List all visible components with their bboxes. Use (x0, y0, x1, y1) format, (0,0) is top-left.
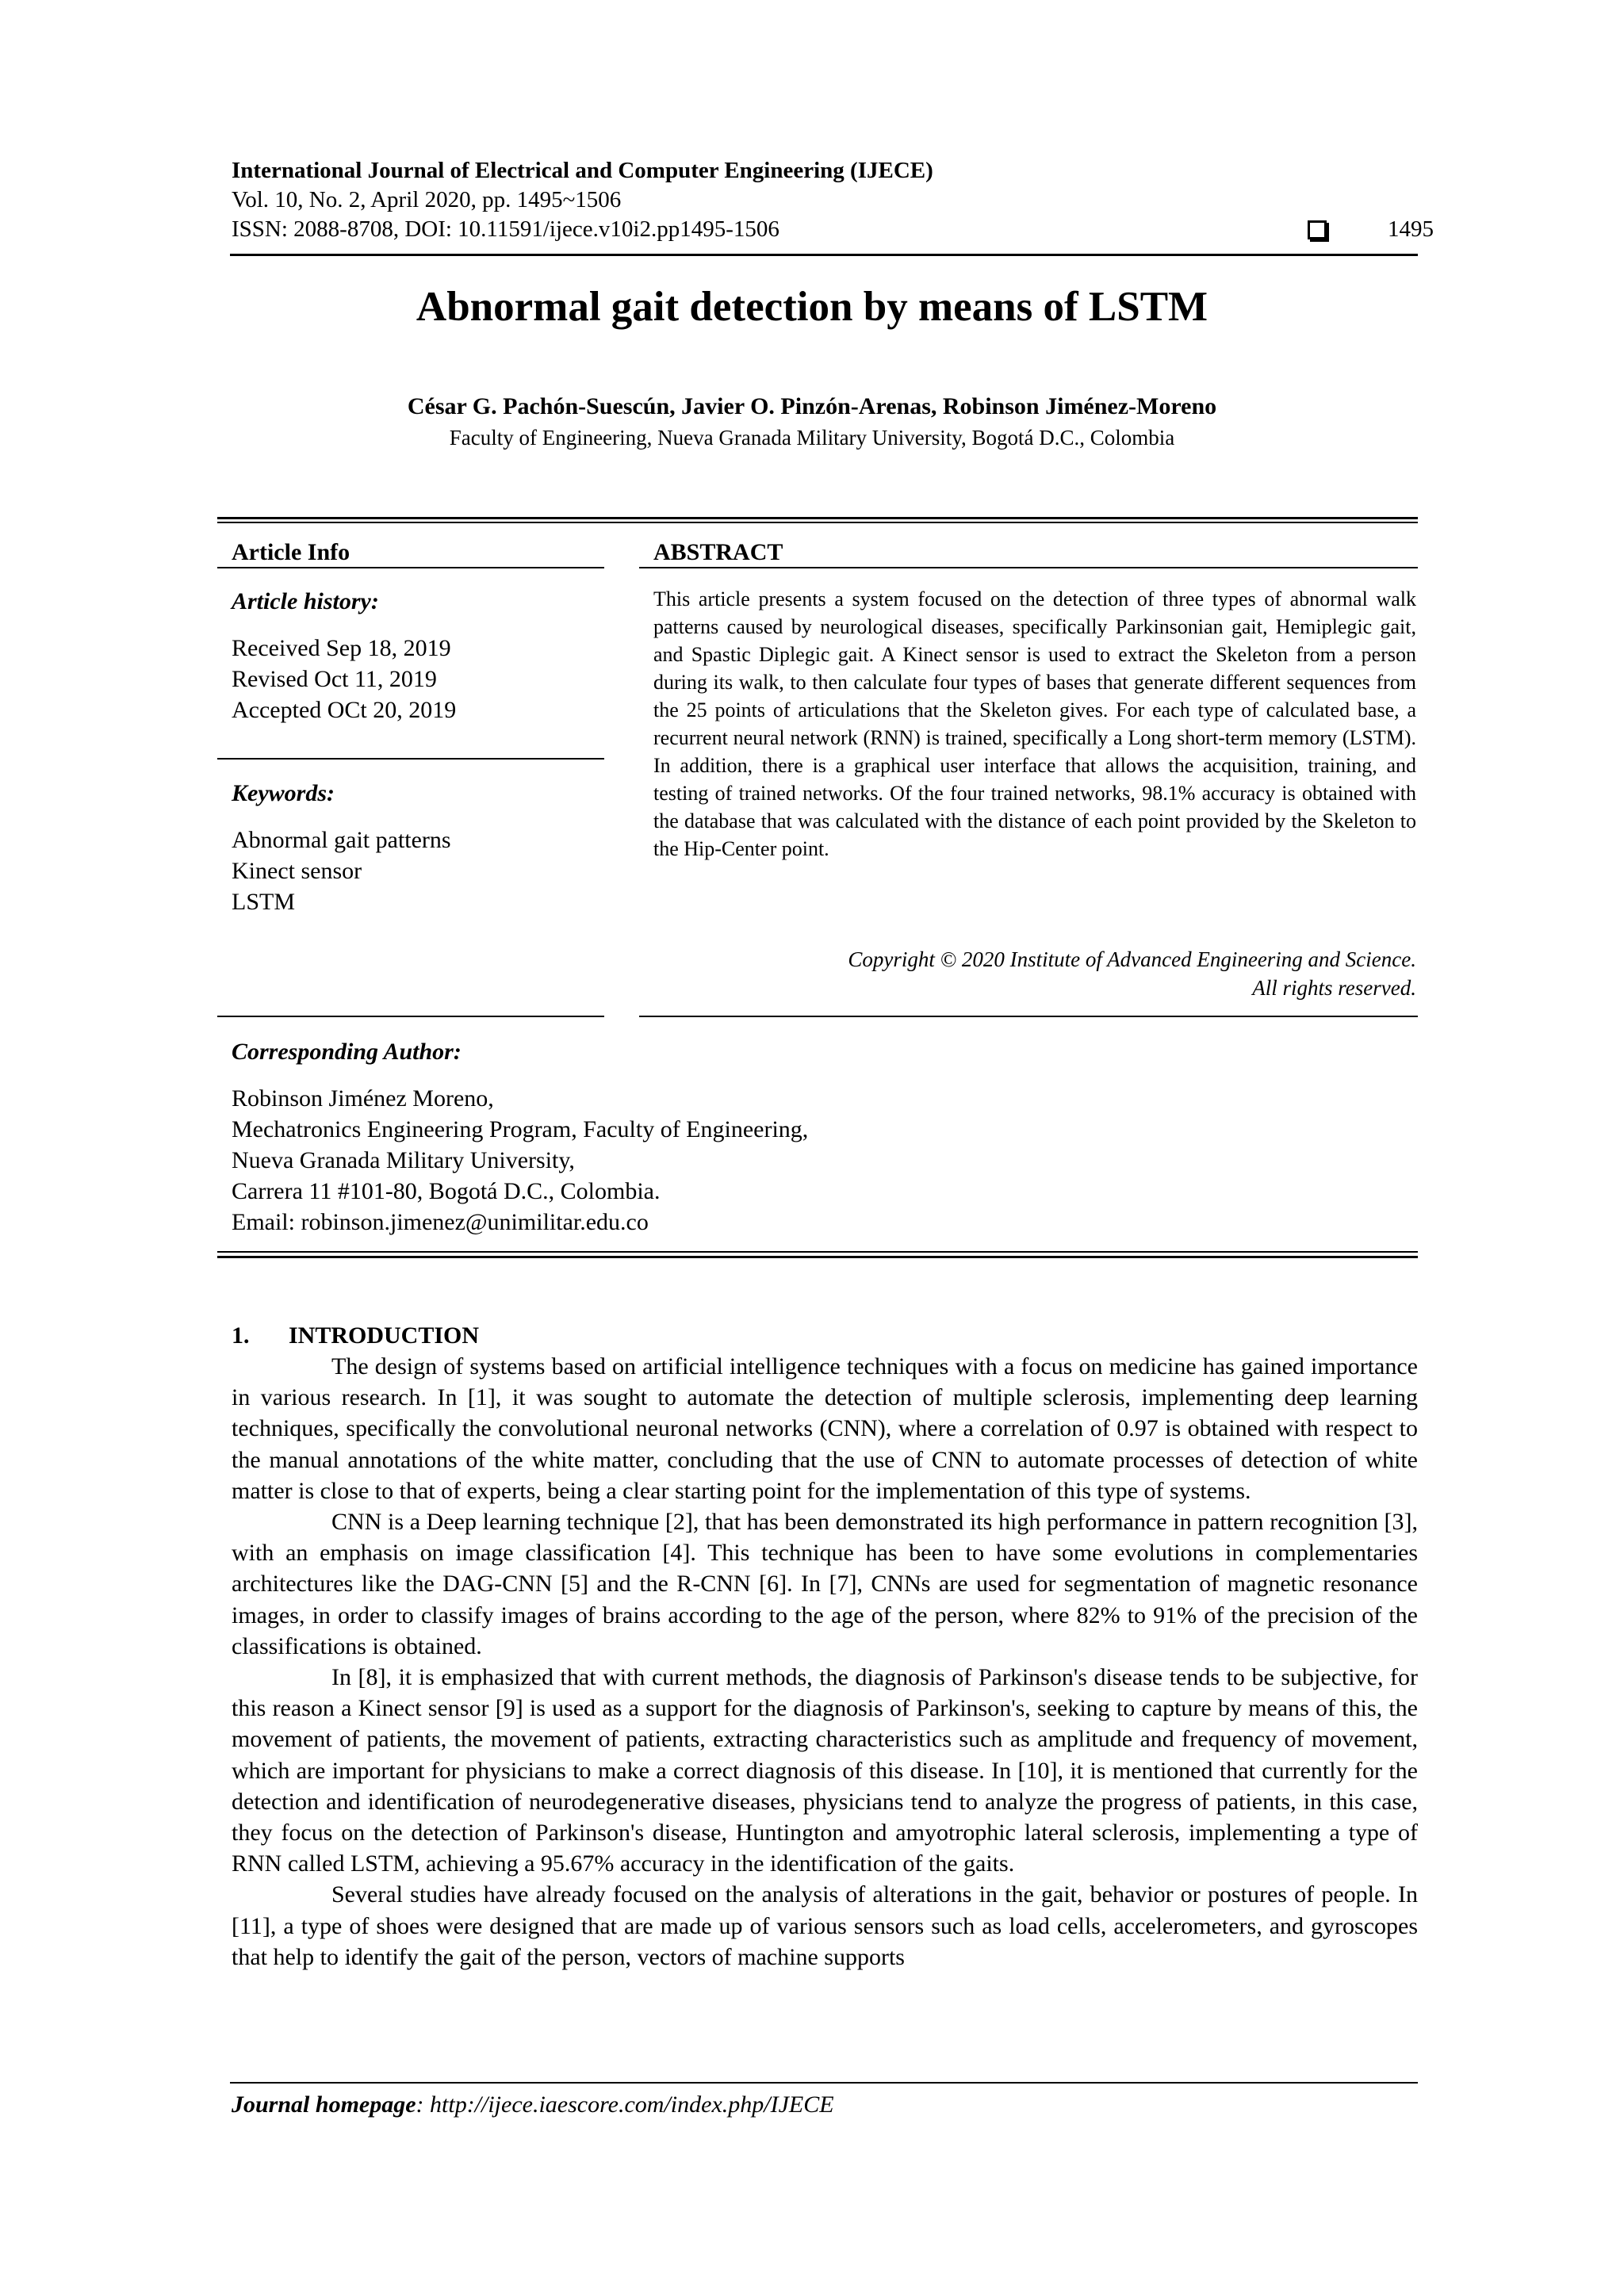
keywords-divider (217, 758, 604, 760)
keyword-item: Abnormal gait patterns (232, 827, 451, 853)
author-address: Carrera 11 #101-80, Bogotá D.C., Colombia. (232, 1178, 661, 1204)
abstract-rule (639, 567, 1418, 568)
author-university: Nueva Granada Military University, (232, 1147, 575, 1173)
history-accepted: Accepted OCt 20, 2019 (232, 697, 457, 723)
paper-title: Abnormal gait detection by means of LSTM (416, 284, 1208, 330)
page-number: 1495 (1388, 216, 1434, 242)
paragraph: Several studies have already focused on the analysis of alterations in the gait, behavior or postures of people. In [11], a type of shoes were designed that are made up of various sensors such as load cells, accelerometers, and gyroscopes that help to identify the gait of the person, vectors of machine supports (232, 1881, 1418, 1970)
keyword-item: Kinect sensor (232, 858, 362, 884)
affiliation: Faculty of Engineering, Nueva Granada Military University, Bogotá D.C., Colombia (449, 426, 1175, 450)
infobox-bottom-rule-2 (217, 1256, 1418, 1258)
paragraph: CNN is a Deep learning technique [2], that has been demonstrated its high performance in pattern recognition [3], with an emphasis on image classification [4]. This technique has been to have some evolutions in complementaries architectures like the DAG-CNN [5] and the R-CNN [6]. In [7], CNNs are used for segmentation of magnetic resonance images, in order to classify images of brains according to the age of the person, where 82% to 91% of the precision of the classifications is obtained. (232, 1509, 1418, 1659)
author-list: César G. Pachón-Suescún, Javier O. Pinzón-Arenas, Robinson Jiménez-Moreno (407, 393, 1217, 419)
article-info-heading: Article Info (232, 539, 350, 565)
keywords-list (232, 825, 451, 917)
checkbox-square-icon (1308, 220, 1327, 239)
history-received: Received Sep 18, 2019 (232, 635, 451, 661)
section-title: INTRODUCTION (289, 1322, 480, 1349)
footer-rule (230, 2082, 1418, 2084)
rights-line: All rights reserved. (1252, 976, 1416, 1000)
corresponding-author-details (232, 1083, 808, 1238)
header-rule (230, 254, 1418, 256)
copyright-notice (848, 945, 1416, 1002)
journal-homepage (232, 2090, 834, 2120)
infobox-top-rule (217, 517, 1418, 519)
keywords-heading: Keywords: (232, 780, 335, 806)
infobox-bottom-rule (217, 1251, 1418, 1253)
abstract-heading: ABSTRACT (653, 539, 783, 565)
abstract-bottom-rule (639, 1016, 1418, 1017)
article-info-bottom-rule (217, 1016, 604, 1017)
keyword-item: LSTM (232, 889, 296, 915)
author-department: Mechatronics Engineering Program, Faculty of Engineering, (232, 1116, 809, 1142)
homepage-url[interactable]: : http://ijece.iaescore.com/index.php/IJECE (416, 2091, 834, 2118)
corresponding-author-heading: Corresponding Author: (232, 1039, 462, 1065)
author-name: Robinson Jiménez Moreno, (232, 1085, 494, 1112)
introduction-body (232, 1351, 1418, 1973)
article-history-list (232, 633, 456, 725)
paragraph: The design of systems based on artificial intelligence techniques with a focus on medicine has gained importance in various research. In [1], it was sought to automate the detection of multiple sclerosis, implementing deep learning techniques, specifically the convolutional neuronal networks (CNN), where a correlation of 0.97 is obtained with respect to the manual annotations of the white matter, concluding that the use of CNN to automate processes of detection of white matter is close to that of experts, being a clear starting point for the implementation of this type of systems. (232, 1353, 1418, 1504)
article-history-heading: Article history: (232, 588, 379, 614)
history-revised: Revised Oct 11, 2019 (232, 666, 437, 692)
copyright-line: Copyright © 2020 Institute of Advanced Engineering and Science. (848, 947, 1416, 971)
abstract-text: This article presents a system focused on the detection of three types of abnormal walk patterns caused by neurological diseases, specifically Parkinsonian gait, Hemiplegic gait, and Spastic Diplegic gait. A Kinect sensor is used to extract the Skeleton from a person during its walk, to then calculate four types of bases that generate different sequences from the 25 points of articulations that the Skeleton gives. For each type of calculated base, a recurrent neural network (RNN) is trained, specifically a Long short-term memory (LSTM). In addition, there is a graphical user interface that allows the acquisition, training, and testing of trained networks. Of the four trained networks, 98.1% accuracy is obtained with the database that was calculated with the distance of each point provided by the Skeleton to the Hip-Center point. (653, 587, 1416, 860)
article-info-rule (217, 567, 604, 568)
homepage-label: Journal homepage (232, 2091, 416, 2118)
section-number: 1. (232, 1322, 250, 1349)
volume-info: Vol. 10, No. 2, April 2020, pp. 1495~1506 (232, 187, 622, 212)
section-heading-introduction (232, 1321, 479, 1351)
journal-name: International Journal of Electrical and Computer Engineering (IJECE) (232, 158, 933, 183)
infobox-top-rule-2 (217, 522, 1418, 523)
paragraph: In [8], it is emphasized that with current methods, the diagnosis of Parkinson's disease tends to be subjective, for this reason a Kinect sensor [9] is used as a support for the diagnosis of Parkinson's, seeking to capture by means of this, the movement of patients, the movement of patients, extracting characteristics such as amplitude and frequency of movement, which are important for physicians to make a correct diagnosis of this disease. In [10], it is mentioned that currently for the detection and identification of neurodegenerative diseases, physicians tend to analyze the progress of patients, in this case, they focus on the detection of Parkinson's disease, Huntington and amyotrophic lateral sclerosis, implementing a type of RNN called LSTM, achieving a 95.67% accuracy in the identification of the gaits. (232, 1664, 1418, 1877)
issn-doi: ISSN: 2088-8708, DOI: 10.11591/ijece.v10i2.pp1495-1506 (232, 216, 779, 242)
author-email: Email: robinson.jimenez@unimilitar.edu.co (232, 1209, 649, 1235)
